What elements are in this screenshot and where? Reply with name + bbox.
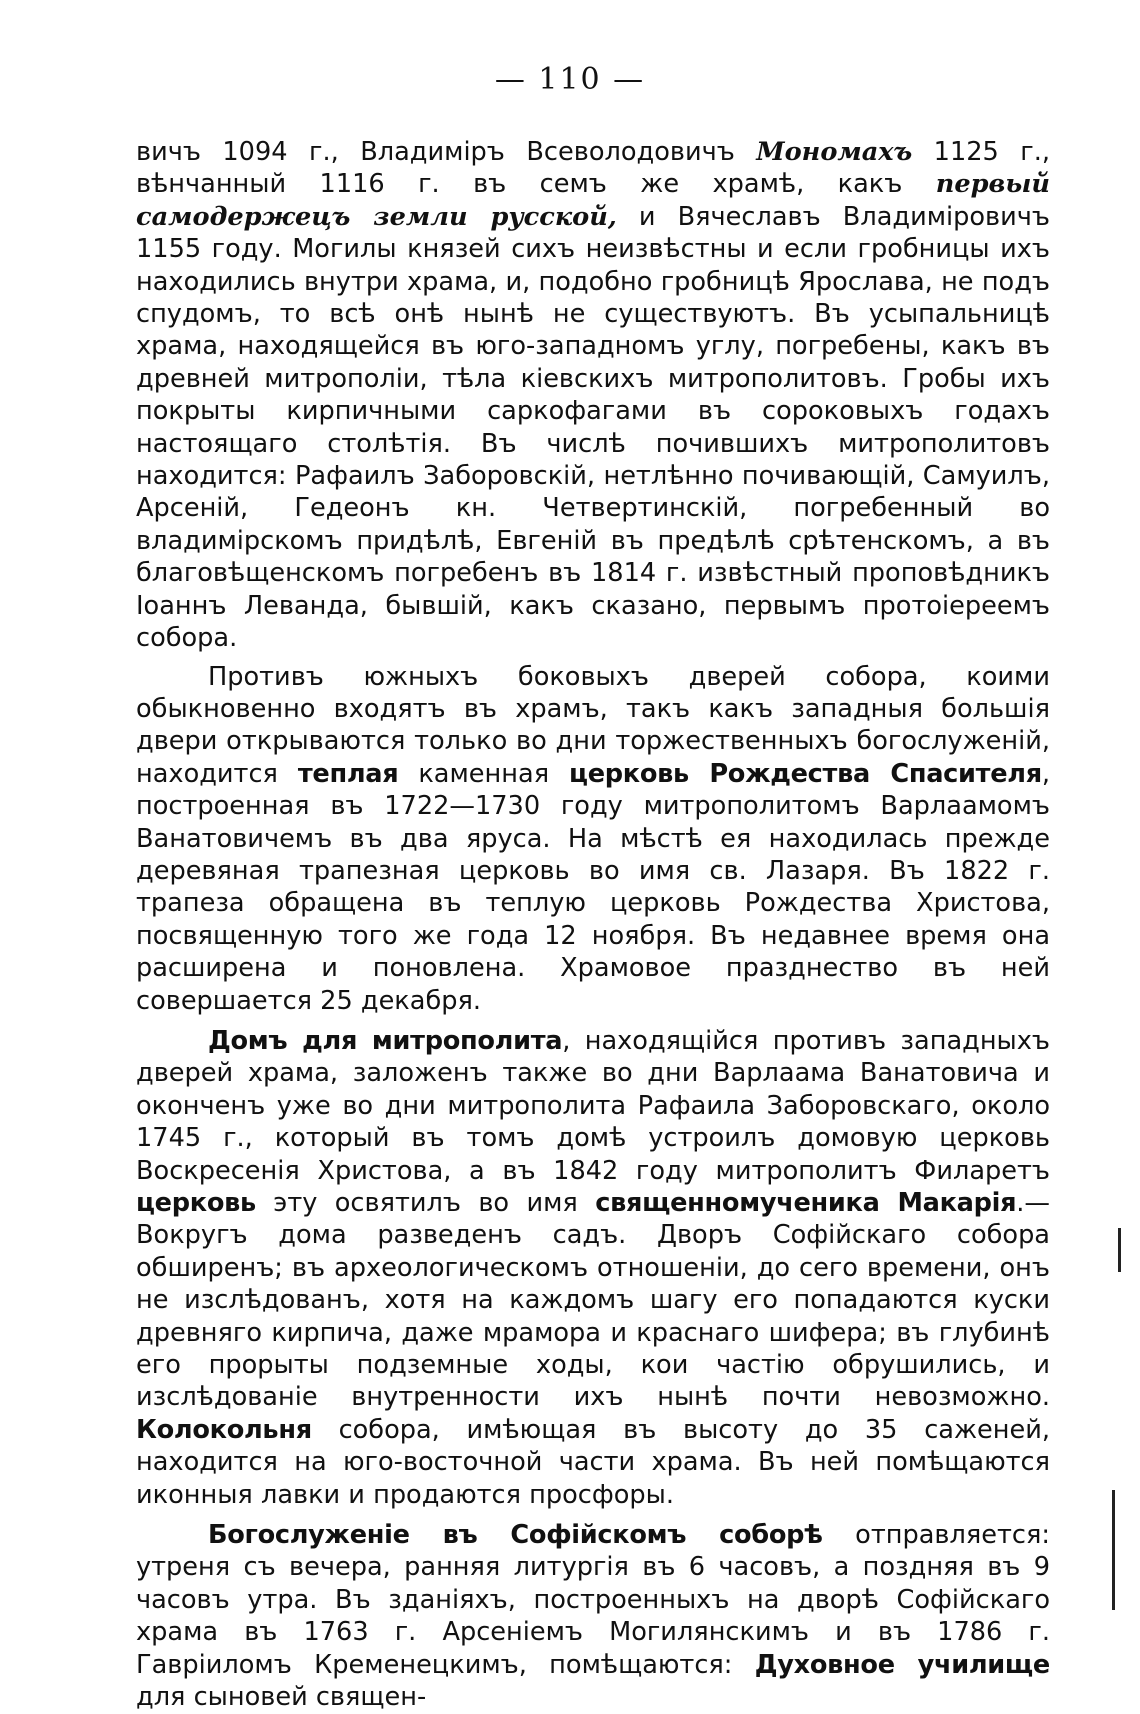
text-run: , находящійся противъ западныхъ дверей храма, заложенъ также во дни Варлаама Ванатовича и оконченъ уже во дни митрополита Рафаила Заборовскаго, около 1745 г., который въ томъ домѣ устроилъ домовую церковь Воскресенія Христова, а въ 1842 году митрополитъ Филаретъ [136, 1025, 1050, 1186]
body-text [136, 136, 1050, 1714]
text-run: эту освятилъ во имя [255, 1188, 596, 1218]
text-run: 1125 г., вѣнчанный 1116 г. въ семъ же храмѣ, какъ [136, 137, 1050, 200]
bold-phrase: Духовное училище [754, 1649, 1050, 1680]
scan-margin-mark [1118, 1228, 1121, 1272]
paragraph-2 [136, 661, 1050, 1017]
text-run: для сыновей священ- [136, 1682, 427, 1713]
bold-phrase: церковь [136, 1188, 256, 1218]
bold-phrase: Богослуженіе въ Софійскомъ соборѣ [208, 1520, 823, 1551]
bold-phrase: Колокольня [136, 1414, 312, 1445]
paragraph-3 [136, 1025, 1050, 1511]
bold-phrase: церковь Рождества Спасителя [569, 758, 1042, 789]
text-run: и Вячеславъ Владиміровичъ 1155 году. Могилы князей сихъ неизвѣстны и если гробницы ихъ находились внутри храма, и, подобно гробницѣ Ярослава, не подъ спудомъ, то всѣ онѣ нынѣ не существуютъ. Въ усыпальницѣ храма, находящейся въ юго-западномъ углу, погребены, какъ въ древней митрополіи, тѣла кіевскихъ митрополитовъ. Гробы ихъ покрыты кирпичными саркофагами въ сороковыхъ годахъ настоящаго столѣтія. Въ числѣ почившихъ митрополитовъ находится: Рафаилъ Заборовскій, нетлѣнно почивающій, Самуилъ, Арсеній, Гедеонъ кн. Четвертинскій, погребенный во владимірскомъ придѣлѣ, Евгеній въ предѣлѣ срѣтенскомъ, а въ благовѣщенскомъ погребенъ въ 1814 г. извѣстный проповѣдникъ Іоаннъ Леванда, бывшій, какъ сказано, первымъ протоіереемъ собора. [136, 201, 1050, 654]
text-run: Противъ южныхъ боковыхъ дверей собора, коими обыкновенно входятъ въ храмъ, такъ какъ западныя большія двери открываются только во дни торжественныхъ богослуженій, находится [136, 661, 1050, 789]
paragraph-1 [136, 136, 1050, 655]
text-run: собора, имѣющая въ высоту до 35 саженей, находится на юго-восточной части храма. Въ ней помѣщаются иконныя лавки и продаются просфоры. [136, 1414, 1050, 1510]
text-run: каменная [398, 758, 570, 789]
text-run: вичъ 1094 г., Владиміръ Всеволодовичъ [136, 137, 757, 167]
text-run: , построенная въ 1722—1730 году митрополитомъ Варлаамомъ Ванатовичемъ въ два яруса. На мѣстѣ ея находилась прежде деревяная трапезная церковь во имя св. Лазаря. Въ 1822 г. трапеза обращена въ теплую церковь Рождества Христова, посвященную того же года 12 ноября. Въ недавнее время она расширена и поновлена. Храмовое празднество въ ней совершается 25 декабря. [136, 758, 1050, 1016]
text-run: отправляется: утреня съ вечера, ранняя литургія въ 6 часовъ, а поздняя въ 9 часовъ утра. Въ зданіяхъ, построенныхъ на дворѣ Софійскаго храма въ 1763 г. Арсеніемъ Могилянскимъ и въ 1786 г. Гавріиломъ Кременецкимъ, помѣщаются: [136, 1520, 1051, 1680]
bold-phrase: священномученика Макарія [595, 1188, 1017, 1218]
text-run: .—Вокругъ дома разведенъ садъ. Дворъ Софійскаго собора обширенъ; въ археологическомъ отношеніи, до сего времени, онъ не изслѣдованъ, хотя на каждомъ шагу его попадаются куски древняго кирпича, даже мрамора и краснаго шифера; въ глубинѣ его прорыты подземные ходы, кои частію обрушились, и изслѣдованіе внутренности ихъ нынѣ почти невозможно. [136, 1188, 1050, 1413]
paragraph-4 [136, 1519, 1050, 1713]
bold-phrase: теплая [297, 758, 399, 789]
italic-phrase: Мономахъ [756, 137, 913, 167]
italic-phrase: первый самодержецъ земли русской, [136, 169, 1050, 232]
bold-phrase: Домъ для митрополита [208, 1025, 563, 1056]
page-number: — 110 — [494, 62, 646, 97]
scan-margin-mark [1112, 1490, 1115, 1610]
